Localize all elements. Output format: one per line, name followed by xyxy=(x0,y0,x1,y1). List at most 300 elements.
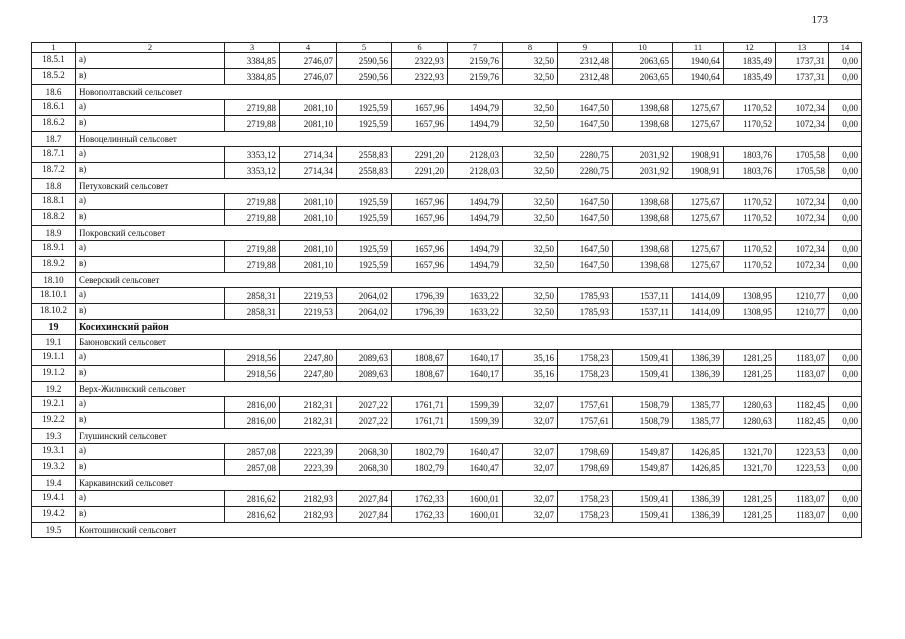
value-cell: 1072,34 xyxy=(776,194,829,210)
value-cell: 2291,20 xyxy=(392,147,448,163)
value-cell: 2128,03 xyxy=(448,147,503,163)
value-cell: 2031,92 xyxy=(613,147,673,163)
value-cell: 1758,23 xyxy=(558,507,613,523)
value-cell: 32,50 xyxy=(503,100,558,116)
value-cell: 1398,68 xyxy=(613,257,673,273)
value-cell: 2816,00 xyxy=(225,397,280,413)
value-cell: 2714,34 xyxy=(280,147,337,163)
value-cell: 1657,96 xyxy=(392,194,448,210)
value-cell: 1537,11 xyxy=(613,304,673,320)
value-cell: 1280,63 xyxy=(724,413,776,429)
value-cell: 0,00 xyxy=(829,288,862,304)
value-cell: 1835,49 xyxy=(724,69,776,85)
row-code: 18.6.1 xyxy=(32,100,76,116)
section-title: Новоцелинный сельсовет xyxy=(76,132,862,147)
value-cell: 2128,03 xyxy=(448,163,503,179)
value-cell: 2746,07 xyxy=(280,53,337,69)
value-cell: 2089,63 xyxy=(337,350,392,366)
column-header: 13 xyxy=(776,43,829,53)
value-cell: 2027,84 xyxy=(337,491,392,507)
value-cell: 1657,96 xyxy=(392,100,448,116)
value-cell: 1647,50 xyxy=(558,194,613,210)
row-label: в) xyxy=(76,413,225,429)
value-cell: 1600,01 xyxy=(448,507,503,523)
row-code: 19.4.2 xyxy=(32,507,76,523)
row-label: в) xyxy=(76,507,225,523)
table-row xyxy=(32,194,862,210)
value-cell: 2089,63 xyxy=(337,366,392,382)
row-label: в) xyxy=(76,304,225,320)
value-cell: 1925,59 xyxy=(337,116,392,132)
value-cell: 1275,67 xyxy=(673,241,724,257)
value-cell: 1657,96 xyxy=(392,210,448,226)
value-cell: 1494,79 xyxy=(448,100,503,116)
value-cell: 1398,68 xyxy=(613,210,673,226)
row-label: в) xyxy=(76,69,225,85)
value-cell: 1757,61 xyxy=(558,413,613,429)
value-cell: 1633,22 xyxy=(448,288,503,304)
table-row xyxy=(32,257,862,273)
column-header: 14 xyxy=(829,43,862,53)
table-row xyxy=(32,116,862,132)
value-cell: 32,50 xyxy=(503,304,558,320)
value-cell: 1808,67 xyxy=(392,366,448,382)
table-row xyxy=(32,444,862,460)
value-cell: 1280,63 xyxy=(724,397,776,413)
value-cell: 1183,07 xyxy=(776,350,829,366)
value-cell: 1494,79 xyxy=(448,210,503,226)
section-title: Петуховский сельсовет xyxy=(76,179,862,194)
column-header: 4 xyxy=(280,43,337,53)
value-cell: 2068,30 xyxy=(337,460,392,476)
value-cell: 0,00 xyxy=(829,69,862,85)
value-cell: 1183,07 xyxy=(776,507,829,523)
value-cell: 1072,34 xyxy=(776,241,829,257)
value-cell: 1761,71 xyxy=(392,413,448,429)
value-cell: 1640,17 xyxy=(448,350,503,366)
value-cell: 1737,31 xyxy=(776,53,829,69)
value-cell: 1925,59 xyxy=(337,210,392,226)
value-cell: 2719,88 xyxy=(225,116,280,132)
value-cell: 1072,34 xyxy=(776,210,829,226)
value-cell: 0,00 xyxy=(829,304,862,320)
value-cell: 1758,23 xyxy=(558,350,613,366)
table-row xyxy=(32,507,862,523)
table-row xyxy=(32,147,862,163)
value-cell: 2816,62 xyxy=(225,507,280,523)
value-cell: 1321,70 xyxy=(724,444,776,460)
row-label: а) xyxy=(76,147,225,163)
value-cell: 2858,31 xyxy=(225,304,280,320)
value-cell: 32,50 xyxy=(503,241,558,257)
value-cell: 2719,88 xyxy=(225,241,280,257)
value-cell: 0,00 xyxy=(829,147,862,163)
section-title: Северский сельсовет xyxy=(76,273,862,288)
value-cell: 1398,68 xyxy=(613,241,673,257)
value-cell: 1762,33 xyxy=(392,491,448,507)
table-body xyxy=(32,43,862,538)
value-cell: 1275,67 xyxy=(673,100,724,116)
value-cell: 32,50 xyxy=(503,147,558,163)
row-code: 19.2.2 xyxy=(32,413,76,429)
section-row xyxy=(32,226,862,241)
value-cell: 1170,52 xyxy=(724,241,776,257)
section-row xyxy=(32,382,862,397)
value-cell: 1796,39 xyxy=(392,288,448,304)
value-cell: 1398,68 xyxy=(613,100,673,116)
table-row xyxy=(32,100,862,116)
value-cell: 2558,83 xyxy=(337,147,392,163)
value-cell: 1940,64 xyxy=(673,69,724,85)
row-code: 19.1.2 xyxy=(32,366,76,382)
value-cell: 1737,31 xyxy=(776,69,829,85)
value-cell: 1182,45 xyxy=(776,397,829,413)
value-cell: 1762,33 xyxy=(392,507,448,523)
row-label: а) xyxy=(76,350,225,366)
row-code: 19.1.1 xyxy=(32,350,76,366)
value-cell: 32,50 xyxy=(503,257,558,273)
value-cell: 32,50 xyxy=(503,288,558,304)
row-code: 19.5 xyxy=(32,523,76,538)
row-label: в) xyxy=(76,116,225,132)
row-code: 18.7 xyxy=(32,132,76,147)
value-cell: 1549,87 xyxy=(613,460,673,476)
value-cell: 1281,25 xyxy=(724,350,776,366)
value-cell: 3384,85 xyxy=(225,53,280,69)
value-cell: 1705,58 xyxy=(776,163,829,179)
row-code: 19.3.1 xyxy=(32,444,76,460)
value-cell: 0,00 xyxy=(829,444,862,460)
value-cell: 1223,53 xyxy=(776,444,829,460)
value-cell: 0,00 xyxy=(829,366,862,382)
value-cell: 2857,08 xyxy=(225,460,280,476)
value-cell: 35,16 xyxy=(503,366,558,382)
value-cell: 1281,25 xyxy=(724,491,776,507)
value-cell: 1509,41 xyxy=(613,491,673,507)
value-cell: 2081,10 xyxy=(280,241,337,257)
row-code: 18.7.2 xyxy=(32,163,76,179)
value-cell: 2291,20 xyxy=(392,163,448,179)
table-row xyxy=(32,460,862,476)
column-header: 5 xyxy=(337,43,392,53)
value-cell: 1798,69 xyxy=(558,444,613,460)
value-cell: 1386,39 xyxy=(673,491,724,507)
table-row xyxy=(32,413,862,429)
section-row xyxy=(32,429,862,444)
value-cell: 2159,76 xyxy=(448,69,503,85)
value-cell: 1835,49 xyxy=(724,53,776,69)
value-cell: 2719,88 xyxy=(225,257,280,273)
value-cell: 2322,93 xyxy=(392,69,448,85)
value-cell: 1508,79 xyxy=(613,397,673,413)
value-cell: 2719,88 xyxy=(225,194,280,210)
value-cell: 1647,50 xyxy=(558,257,613,273)
value-cell: 1275,67 xyxy=(673,257,724,273)
value-cell: 2223,39 xyxy=(280,460,337,476)
row-code: 18.9 xyxy=(32,226,76,241)
value-cell: 1494,79 xyxy=(448,257,503,273)
value-cell: 2918,56 xyxy=(225,350,280,366)
value-cell: 2081,10 xyxy=(280,257,337,273)
row-code: 19.1 xyxy=(32,335,76,350)
value-cell: 1705,58 xyxy=(776,147,829,163)
value-cell: 2031,92 xyxy=(613,163,673,179)
value-cell: 32,07 xyxy=(503,397,558,413)
value-cell: 0,00 xyxy=(829,491,862,507)
value-cell: 1808,67 xyxy=(392,350,448,366)
value-cell: 1925,59 xyxy=(337,257,392,273)
value-cell: 32,07 xyxy=(503,444,558,460)
value-cell: 1308,95 xyxy=(724,304,776,320)
value-cell: 2027,84 xyxy=(337,507,392,523)
value-cell: 1426,85 xyxy=(673,444,724,460)
value-cell: 2081,10 xyxy=(280,100,337,116)
value-cell: 1398,68 xyxy=(613,116,673,132)
value-cell: 1494,79 xyxy=(448,241,503,257)
value-cell: 1940,64 xyxy=(673,53,724,69)
section-title: Покровский сельсовет xyxy=(76,226,862,241)
value-cell: 2182,93 xyxy=(280,491,337,507)
value-cell: 32,07 xyxy=(503,507,558,523)
value-cell: 1275,67 xyxy=(673,116,724,132)
column-header: 12 xyxy=(724,43,776,53)
value-cell: 1183,07 xyxy=(776,491,829,507)
row-label: а) xyxy=(76,491,225,507)
row-label: а) xyxy=(76,397,225,413)
row-label: а) xyxy=(76,444,225,460)
value-cell: 2063,65 xyxy=(613,53,673,69)
value-cell: 1657,96 xyxy=(392,257,448,273)
row-code: 18.8 xyxy=(32,179,76,194)
value-cell: 2223,39 xyxy=(280,444,337,460)
value-cell: 1549,87 xyxy=(613,444,673,460)
value-cell: 1509,41 xyxy=(613,350,673,366)
tariff-table xyxy=(31,42,862,538)
table-row xyxy=(32,366,862,382)
section-title: Баюновский сельсовет xyxy=(76,335,862,350)
value-cell: 1600,01 xyxy=(448,491,503,507)
row-code: 18.10.1 xyxy=(32,288,76,304)
value-cell: 35,16 xyxy=(503,350,558,366)
value-cell: 1633,22 xyxy=(448,304,503,320)
value-cell: 1398,68 xyxy=(613,194,673,210)
value-cell: 1508,79 xyxy=(613,413,673,429)
row-code: 18.8.1 xyxy=(32,194,76,210)
value-cell: 2247,80 xyxy=(280,350,337,366)
value-cell: 1210,77 xyxy=(776,304,829,320)
value-cell: 1170,52 xyxy=(724,257,776,273)
value-cell: 0,00 xyxy=(829,116,862,132)
value-cell: 1308,95 xyxy=(724,288,776,304)
value-cell: 1785,93 xyxy=(558,288,613,304)
column-header: 8 xyxy=(503,43,558,53)
row-code: 18.7.1 xyxy=(32,147,76,163)
value-cell: 1925,59 xyxy=(337,241,392,257)
value-cell: 1796,39 xyxy=(392,304,448,320)
column-header: 7 xyxy=(448,43,503,53)
value-cell: 1509,41 xyxy=(613,507,673,523)
value-cell: 1321,70 xyxy=(724,460,776,476)
column-number-header xyxy=(32,43,862,53)
value-cell: 2719,88 xyxy=(225,210,280,226)
value-cell: 1640,47 xyxy=(448,460,503,476)
value-cell: 1925,59 xyxy=(337,194,392,210)
column-header: 10 xyxy=(613,43,673,53)
value-cell: 1647,50 xyxy=(558,116,613,132)
value-cell: 3353,12 xyxy=(225,147,280,163)
row-label: в) xyxy=(76,163,225,179)
value-cell: 2182,93 xyxy=(280,507,337,523)
value-cell: 2081,10 xyxy=(280,194,337,210)
row-label: а) xyxy=(76,100,225,116)
value-cell: 2590,56 xyxy=(337,69,392,85)
section-row xyxy=(32,476,862,491)
value-cell: 1281,25 xyxy=(724,366,776,382)
column-header: 2 xyxy=(76,43,225,53)
value-cell: 2219,53 xyxy=(280,288,337,304)
section-row xyxy=(32,132,862,147)
value-cell: 1494,79 xyxy=(448,116,503,132)
row-code: 18.8.2 xyxy=(32,210,76,226)
value-cell: 2064,02 xyxy=(337,288,392,304)
row-code: 19 xyxy=(32,320,76,335)
value-cell: 1761,71 xyxy=(392,397,448,413)
value-cell: 0,00 xyxy=(829,460,862,476)
row-code: 18.9.1 xyxy=(32,241,76,257)
table-row xyxy=(32,350,862,366)
row-code: 18.5.1 xyxy=(32,53,76,69)
table-row xyxy=(32,397,862,413)
value-cell: 32,50 xyxy=(503,194,558,210)
value-cell: 1785,93 xyxy=(558,304,613,320)
row-label: а) xyxy=(76,288,225,304)
value-cell: 3384,85 xyxy=(225,69,280,85)
district-header-row xyxy=(32,320,862,335)
value-cell: 2590,56 xyxy=(337,53,392,69)
value-cell: 1170,52 xyxy=(724,210,776,226)
section-row xyxy=(32,523,862,538)
column-header: 1 xyxy=(32,43,76,53)
column-header: 3 xyxy=(225,43,280,53)
value-cell: 2746,07 xyxy=(280,69,337,85)
row-code: 18.9.2 xyxy=(32,257,76,273)
value-cell: 32,50 xyxy=(503,163,558,179)
value-cell: 1183,07 xyxy=(776,366,829,382)
value-cell: 2027,22 xyxy=(337,397,392,413)
value-cell: 1072,34 xyxy=(776,116,829,132)
page-number: 173 xyxy=(811,14,828,26)
column-header: 9 xyxy=(558,43,613,53)
value-cell: 0,00 xyxy=(829,413,862,429)
table-row xyxy=(32,304,862,320)
value-cell: 2558,83 xyxy=(337,163,392,179)
value-cell: 0,00 xyxy=(829,53,862,69)
value-cell: 2182,31 xyxy=(280,413,337,429)
value-cell: 2918,56 xyxy=(225,366,280,382)
value-cell: 32,50 xyxy=(503,69,558,85)
value-cell: 1182,45 xyxy=(776,413,829,429)
column-header: 11 xyxy=(673,43,724,53)
value-cell: 1426,85 xyxy=(673,460,724,476)
row-code: 18.10 xyxy=(32,273,76,288)
value-cell: 0,00 xyxy=(829,194,862,210)
value-cell: 1386,39 xyxy=(673,366,724,382)
value-cell: 1275,67 xyxy=(673,194,724,210)
value-cell: 1414,09 xyxy=(673,288,724,304)
row-label: а) xyxy=(76,194,225,210)
row-code: 19.3 xyxy=(32,429,76,444)
value-cell: 0,00 xyxy=(829,100,862,116)
value-cell: 32,50 xyxy=(503,116,558,132)
value-cell: 1170,52 xyxy=(724,100,776,116)
row-label: а) xyxy=(76,241,225,257)
row-code: 18.6 xyxy=(32,85,76,100)
value-cell: 2857,08 xyxy=(225,444,280,460)
section-row xyxy=(32,335,862,350)
table-row xyxy=(32,210,862,226)
value-cell: 1494,79 xyxy=(448,194,503,210)
section-title: Глушинский сельсовет xyxy=(76,429,862,444)
value-cell: 1170,52 xyxy=(724,194,776,210)
value-cell: 1802,79 xyxy=(392,444,448,460)
value-cell: 32,07 xyxy=(503,460,558,476)
value-cell: 1758,23 xyxy=(558,491,613,507)
value-cell: 2063,65 xyxy=(613,69,673,85)
value-cell: 1757,61 xyxy=(558,397,613,413)
value-cell: 1647,50 xyxy=(558,210,613,226)
value-cell: 3353,12 xyxy=(225,163,280,179)
value-cell: 1223,53 xyxy=(776,460,829,476)
value-cell: 1908,91 xyxy=(673,163,724,179)
value-cell: 2312,48 xyxy=(558,53,613,69)
value-cell: 1647,50 xyxy=(558,100,613,116)
value-cell: 0,00 xyxy=(829,507,862,523)
district-title: Косихинский район xyxy=(76,320,862,335)
row-code: 19.4 xyxy=(32,476,76,491)
value-cell: 1281,25 xyxy=(724,507,776,523)
value-cell: 2312,48 xyxy=(558,69,613,85)
value-cell: 1599,39 xyxy=(448,413,503,429)
value-cell: 1599,39 xyxy=(448,397,503,413)
value-cell: 1908,91 xyxy=(673,147,724,163)
value-cell: 2027,22 xyxy=(337,413,392,429)
value-cell: 1414,09 xyxy=(673,304,724,320)
table-row xyxy=(32,163,862,179)
section-row xyxy=(32,179,862,194)
value-cell: 1803,76 xyxy=(724,147,776,163)
value-cell: 1385,77 xyxy=(673,413,724,429)
value-cell: 1925,59 xyxy=(337,100,392,116)
table-row xyxy=(32,241,862,257)
value-cell: 1803,76 xyxy=(724,163,776,179)
value-cell: 32,07 xyxy=(503,413,558,429)
row-code: 18.10.2 xyxy=(32,304,76,320)
value-cell: 1385,77 xyxy=(673,397,724,413)
row-code: 18.6.2 xyxy=(32,116,76,132)
value-cell: 0,00 xyxy=(829,241,862,257)
value-cell: 2081,10 xyxy=(280,116,337,132)
value-cell: 0,00 xyxy=(829,210,862,226)
section-title: Каркавинский сельсовет xyxy=(76,476,862,491)
value-cell: 2219,53 xyxy=(280,304,337,320)
value-cell: 1509,41 xyxy=(613,366,673,382)
row-code: 19.3.2 xyxy=(32,460,76,476)
value-cell: 1210,77 xyxy=(776,288,829,304)
section-row xyxy=(32,273,862,288)
value-cell: 0,00 xyxy=(829,397,862,413)
value-cell: 2081,10 xyxy=(280,210,337,226)
row-code: 19.2.1 xyxy=(32,397,76,413)
